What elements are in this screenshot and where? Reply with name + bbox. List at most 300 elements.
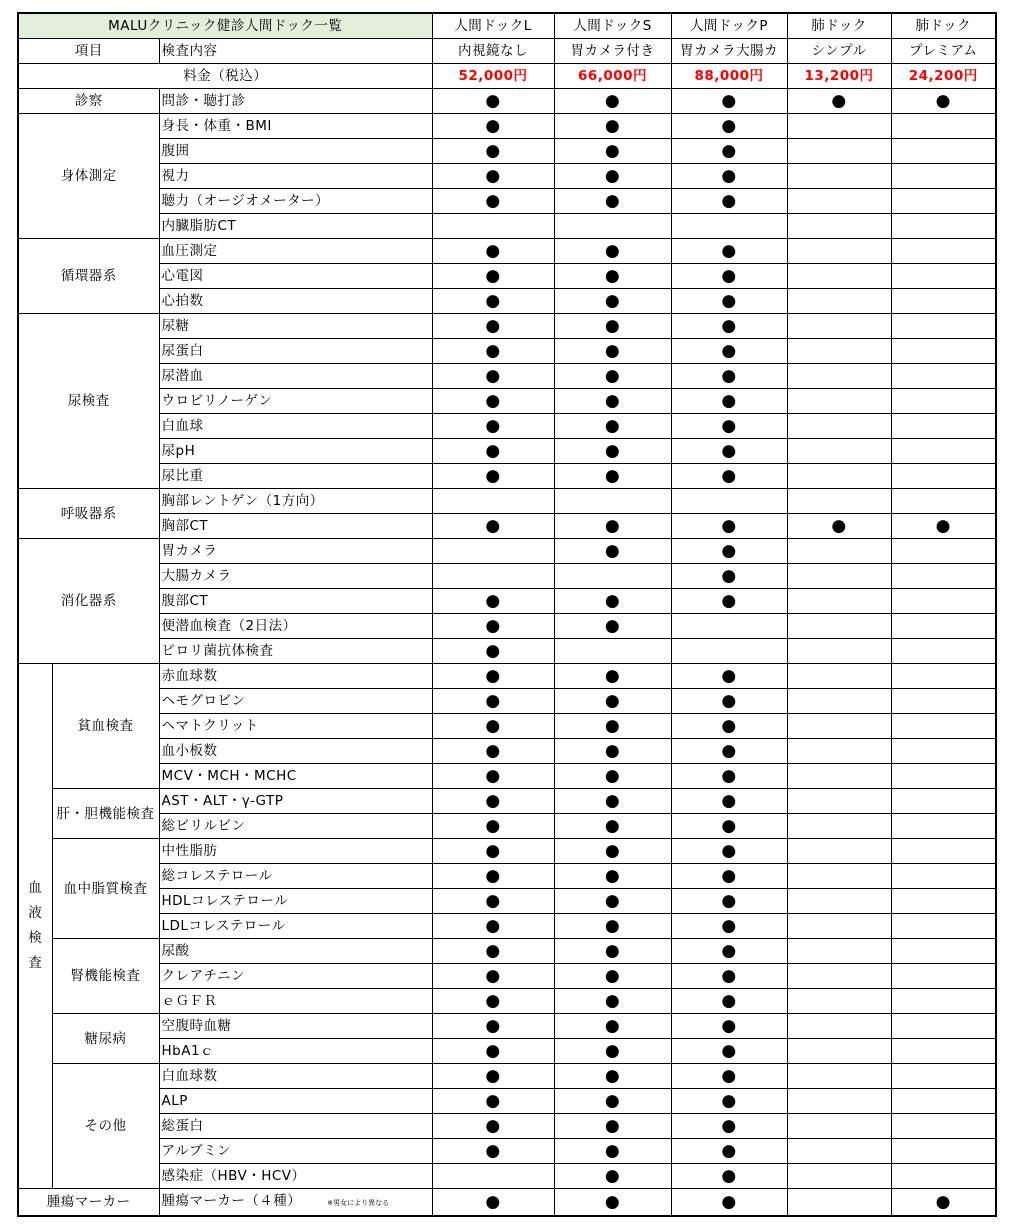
included-dot-icon: ● — [831, 516, 847, 536]
included-dot-icon: ● — [935, 516, 951, 536]
included-dot-icon: ● — [604, 191, 621, 211]
included-dot-icon: ● — [721, 1091, 737, 1111]
plan-inclusion-cell — [432, 214, 554, 239]
included-dot-icon: ● — [721, 716, 737, 736]
included-dot-icon: ● — [604, 591, 621, 611]
included-dot-icon: ● — [721, 566, 737, 586]
exam-item-name — [159, 139, 432, 164]
included-dot-icon: ● — [604, 616, 621, 636]
plan-inclusion-cell — [787, 489, 891, 514]
plan-inclusion-cell — [554, 564, 671, 589]
included-dot-icon: ● — [604, 741, 621, 761]
plan-inclusion-cell — [432, 514, 554, 539]
included-dot-icon: ● — [721, 1166, 737, 1186]
exam-item-name — [159, 914, 432, 939]
included-dot-icon: ● — [721, 591, 737, 611]
plan-inclusion-cell — [787, 1014, 891, 1039]
included-dot-icon: ● — [604, 1141, 621, 1161]
included-dot-icon: ● — [721, 291, 737, 311]
included-dot-icon: ● — [485, 1091, 501, 1111]
plan-inclusion-cell — [787, 164, 891, 189]
included-dot-icon: ● — [935, 91, 951, 111]
exam-item-label: 問診・聴打診 — [161, 93, 246, 109]
included-dot-icon: ● — [604, 341, 621, 361]
plan-inclusion-cell — [671, 589, 787, 614]
plan-description: 内視鏡なし — [432, 39, 554, 64]
plan-inclusion-cell — [787, 339, 891, 364]
plan-inclusion-cell — [671, 639, 787, 664]
plan-inclusion-cell — [891, 239, 996, 264]
plan-inclusion-cell — [891, 1014, 996, 1039]
plan-inclusion-cell — [787, 264, 891, 289]
included-dot-icon: ● — [604, 541, 621, 561]
plan-inclusion-cell — [891, 489, 996, 514]
plan-inclusion-cell — [891, 389, 996, 414]
exam-item-name — [159, 364, 432, 389]
plan-inclusion-cell — [554, 164, 671, 189]
plan-inclusion-cell — [671, 1089, 787, 1114]
plan-inclusion-cell — [432, 339, 554, 364]
blood-test-label-char: 検 — [28, 930, 43, 946]
exam-item-name — [159, 889, 432, 914]
plan-inclusion-cell — [432, 589, 554, 614]
exam-item-name — [159, 964, 432, 989]
plan-inclusion-cell — [432, 1064, 554, 1089]
included-dot-icon: ● — [604, 691, 621, 711]
plan-description: シンプル — [787, 39, 891, 64]
plan-inclusion-cell — [671, 514, 787, 539]
included-dot-icon: ● — [831, 91, 847, 111]
exam-item-label: 内臓脂肪CT — [161, 218, 237, 234]
plan-price: 24,200円 — [891, 64, 996, 89]
included-dot-icon: ● — [485, 841, 501, 861]
plan-inclusion-cell — [432, 489, 554, 514]
included-dot-icon: ● — [604, 266, 621, 286]
plan-inclusion-cell — [554, 614, 671, 639]
table-row — [18, 89, 996, 114]
plan-inclusion-cell — [554, 414, 671, 439]
table-row — [18, 964, 996, 989]
plan-inclusion-cell — [554, 464, 671, 489]
plan-inclusion-cell — [432, 739, 554, 764]
included-dot-icon: ● — [485, 741, 501, 761]
blood-test-label-char: 液 — [28, 905, 43, 921]
table-row — [18, 514, 996, 539]
plan-inclusion-cell — [554, 339, 671, 364]
included-dot-icon: ● — [721, 516, 737, 536]
plan-inclusion-cell — [891, 564, 996, 589]
included-dot-icon: ● — [485, 141, 501, 161]
included-dot-icon: ● — [604, 166, 621, 186]
plan-inclusion-cell — [554, 639, 671, 664]
table-row — [18, 239, 996, 264]
plan-inclusion-cell — [671, 964, 787, 989]
plan-inclusion-cell — [554, 664, 671, 689]
plan-inclusion-cell — [671, 789, 787, 814]
plan-inclusion-cell — [554, 1089, 671, 1114]
exam-item-label: 血圧測定 — [161, 243, 218, 259]
plan-inclusion-cell — [432, 864, 554, 889]
included-dot-icon: ● — [721, 1116, 737, 1136]
plan-inclusion-cell — [671, 314, 787, 339]
exam-item-label: 中性脂肪 — [161, 843, 218, 859]
plan-inclusion-cell — [554, 514, 671, 539]
plan-inclusion-cell — [432, 564, 554, 589]
exam-item-name — [159, 939, 432, 964]
plan-inclusion-cell — [891, 464, 996, 489]
plan-inclusion-cell — [891, 339, 996, 364]
plan-inclusion-cell — [787, 439, 891, 464]
plan-inclusion-cell — [432, 539, 554, 564]
plan-inclusion-cell — [671, 889, 787, 914]
table-row — [18, 1164, 996, 1189]
exam-item-name — [159, 464, 432, 489]
plan-inclusion-cell — [554, 1139, 671, 1164]
included-dot-icon: ● — [604, 666, 621, 686]
included-dot-icon: ● — [721, 341, 737, 361]
plan-inclusion-cell — [787, 964, 891, 989]
plan-inclusion-cell — [671, 1139, 787, 1164]
table-row — [18, 764, 996, 789]
plan-inclusion-cell — [891, 789, 996, 814]
included-dot-icon: ● — [721, 1066, 737, 1086]
exam-item-label: 尿比重 — [161, 468, 204, 484]
plan-inclusion-cell — [554, 989, 671, 1014]
exam-item-name — [159, 114, 432, 139]
category-label: 糖尿病 — [52, 1014, 159, 1064]
plan-inclusion-cell — [671, 1039, 787, 1064]
exam-item-name — [159, 414, 432, 439]
included-dot-icon: ● — [721, 941, 737, 961]
plan-inclusion-cell — [671, 564, 787, 589]
included-dot-icon: ● — [485, 991, 501, 1011]
table-row — [18, 739, 996, 764]
plan-inclusion-cell — [787, 639, 891, 664]
exam-item-name — [159, 339, 432, 364]
header-row-1 — [18, 13, 996, 39]
plan-inclusion-cell — [671, 1189, 787, 1217]
plan-inclusion-cell — [891, 939, 996, 964]
included-dot-icon: ● — [604, 416, 621, 436]
included-dot-icon: ● — [604, 866, 621, 886]
included-dot-icon: ● — [485, 191, 501, 211]
plan-price: 66,000円 — [554, 64, 671, 89]
exam-item-name — [159, 164, 432, 189]
table-row — [18, 839, 996, 864]
exam-item-name — [159, 514, 432, 539]
exam-item-label: クレアチニン — [161, 968, 245, 984]
plan-inclusion-cell — [671, 339, 787, 364]
plan-price: 13,200円 — [787, 64, 891, 89]
exam-item-name — [159, 539, 432, 564]
exam-item-name — [159, 1014, 432, 1039]
included-dot-icon: ● — [485, 1192, 501, 1212]
plan-inclusion-cell — [554, 764, 671, 789]
plan-inclusion-cell — [891, 514, 996, 539]
included-dot-icon: ● — [935, 1192, 951, 1212]
plan-inclusion-cell — [554, 264, 671, 289]
table-row — [18, 164, 996, 189]
plan-inclusion-cell — [432, 664, 554, 689]
blood-test-label-char: 血 — [28, 880, 43, 896]
exam-item-label: ピロリ菌抗体検査 — [161, 643, 274, 659]
plan-inclusion-cell — [891, 1089, 996, 1114]
column-header-item: 項目 — [18, 39, 159, 64]
included-dot-icon: ● — [485, 166, 501, 186]
plan-inclusion-cell — [787, 539, 891, 564]
plan-inclusion-cell — [671, 489, 787, 514]
included-dot-icon: ● — [485, 116, 501, 136]
plan-inclusion-cell — [891, 914, 996, 939]
included-dot-icon: ● — [604, 141, 621, 161]
table-row — [18, 689, 996, 714]
plan-inclusion-cell — [432, 364, 554, 389]
plan-inclusion-cell — [891, 364, 996, 389]
plan-inclusion-cell — [671, 239, 787, 264]
included-dot-icon: ● — [604, 966, 621, 986]
exam-item-label: 大腸カメラ — [161, 568, 232, 584]
included-dot-icon: ● — [604, 516, 621, 536]
plan-inclusion-cell — [432, 614, 554, 639]
plan-description: 胃カメラ付き — [554, 39, 671, 64]
exam-item-name — [159, 214, 432, 239]
included-dot-icon: ● — [485, 716, 501, 736]
plan-inclusion-cell — [432, 389, 554, 414]
category-label: 診察 — [18, 89, 159, 114]
plan-inclusion-cell — [671, 664, 787, 689]
plan-inclusion-cell — [554, 1064, 671, 1089]
exam-item-label: 便潜血検査（2日法） — [161, 618, 297, 634]
plan-price: 52,000円 — [432, 64, 554, 89]
category-label: 肝・胆機能検査 — [52, 789, 159, 839]
plan-inclusion-cell — [787, 589, 891, 614]
exam-item-name — [159, 1164, 432, 1189]
plan-inclusion-cell — [787, 914, 891, 939]
table-title: MALUクリニック健診人間ドック一覧 — [18, 13, 432, 39]
included-dot-icon: ● — [604, 1041, 621, 1061]
plan-inclusion-cell — [671, 864, 787, 889]
exam-item-name — [159, 789, 432, 814]
plan-inclusion-cell — [432, 989, 554, 1014]
included-dot-icon: ● — [604, 791, 621, 811]
plan-inclusion-cell — [891, 739, 996, 764]
plan-inclusion-cell — [432, 764, 554, 789]
included-dot-icon: ● — [604, 1091, 621, 1111]
plan-inclusion-cell — [554, 139, 671, 164]
plan-inclusion-cell — [554, 789, 671, 814]
table-row — [18, 414, 996, 439]
exam-item-name — [159, 864, 432, 889]
table-row — [18, 564, 996, 589]
table-row — [18, 139, 996, 164]
plan-inclusion-cell — [671, 414, 787, 439]
plan-inclusion-cell — [432, 714, 554, 739]
exam-item-label: 赤血球数 — [161, 668, 218, 684]
exam-item-name — [159, 564, 432, 589]
table-row — [18, 714, 996, 739]
plan-inclusion-cell — [787, 364, 891, 389]
plan-inclusion-cell — [554, 314, 671, 339]
plan-inclusion-cell — [671, 689, 787, 714]
exam-item-label: 尿糖 — [161, 318, 190, 334]
table-row — [18, 1114, 996, 1139]
plan-inclusion-cell — [432, 639, 554, 664]
exam-item-label: AST・ALT・γ-GTP — [161, 793, 284, 809]
exam-item-label: 胃カメラ — [161, 543, 218, 559]
table-row — [18, 189, 996, 214]
included-dot-icon: ● — [485, 941, 501, 961]
plan-inclusion-cell — [891, 964, 996, 989]
plan-inclusion-cell — [554, 1014, 671, 1039]
plan-name: 人間ドックS — [554, 13, 671, 39]
plan-inclusion-cell — [671, 939, 787, 964]
table-row — [18, 364, 996, 389]
plan-inclusion-cell — [671, 764, 787, 789]
plan-inclusion-cell — [787, 739, 891, 764]
table-row — [18, 339, 996, 364]
exam-item-label: ウロビリノーゲン — [161, 393, 273, 409]
table-row — [18, 1014, 996, 1039]
exam-item-name — [159, 289, 432, 314]
included-dot-icon: ● — [721, 316, 737, 336]
included-dot-icon: ● — [721, 191, 737, 211]
plan-inclusion-cell — [671, 1014, 787, 1039]
table-row — [18, 1064, 996, 1089]
exam-item-name — [159, 989, 432, 1014]
included-dot-icon: ● — [485, 291, 501, 311]
plan-inclusion-cell — [554, 289, 671, 314]
plan-inclusion-cell — [787, 214, 891, 239]
included-dot-icon: ● — [604, 316, 621, 336]
exam-item-label: 総ビリルビン — [161, 818, 246, 834]
included-dot-icon: ● — [604, 841, 621, 861]
table-row — [18, 1089, 996, 1114]
table-row — [18, 639, 996, 664]
included-dot-icon: ● — [604, 1166, 621, 1186]
plan-inclusion-cell — [787, 389, 891, 414]
plan-inclusion-cell — [787, 189, 891, 214]
plan-inclusion-cell — [787, 889, 891, 914]
plan-inclusion-cell — [787, 239, 891, 264]
included-dot-icon: ● — [721, 166, 737, 186]
category-label: 腎機能検査 — [52, 939, 159, 1014]
plan-inclusion-cell — [787, 89, 891, 114]
plan-inclusion-cell — [432, 1189, 554, 1217]
plan-inclusion-cell — [554, 364, 671, 389]
plan-inclusion-cell — [554, 914, 671, 939]
exam-item-name — [159, 189, 432, 214]
plan-inclusion-cell — [891, 139, 996, 164]
plan-inclusion-cell — [891, 589, 996, 614]
plan-inclusion-cell — [432, 264, 554, 289]
plan-inclusion-cell — [554, 714, 671, 739]
plan-inclusion-cell — [787, 989, 891, 1014]
plan-inclusion-cell — [554, 739, 671, 764]
plan-inclusion-cell — [787, 1189, 891, 1217]
plan-inclusion-cell — [432, 1089, 554, 1114]
plan-inclusion-cell — [787, 939, 891, 964]
included-dot-icon: ● — [721, 866, 737, 886]
included-dot-icon: ● — [485, 616, 501, 636]
exam-item-name — [159, 639, 432, 664]
plan-inclusion-cell — [432, 1164, 554, 1189]
table-row — [18, 389, 996, 414]
plan-inclusion-cell — [891, 1164, 996, 1189]
category-label: 身体測定 — [18, 114, 159, 239]
included-dot-icon: ● — [721, 266, 737, 286]
plan-inclusion-cell — [891, 439, 996, 464]
included-dot-icon: ● — [604, 891, 621, 911]
table-row — [18, 989, 996, 1014]
category-label: 尿検査 — [18, 314, 159, 489]
plan-inclusion-cell — [891, 814, 996, 839]
exam-item-label: 空腹時血糖 — [161, 1018, 232, 1034]
plan-inclusion-cell — [671, 1114, 787, 1139]
plan-inclusion-cell — [787, 139, 891, 164]
plan-inclusion-cell — [891, 639, 996, 664]
included-dot-icon: ● — [604, 441, 621, 461]
plan-inclusion-cell — [671, 1064, 787, 1089]
exam-item-label: 心拍数 — [161, 293, 204, 309]
table-row — [18, 314, 996, 339]
exam-item-name — [159, 839, 432, 864]
plan-name: 人間ドックP — [671, 13, 787, 39]
exam-item-label: 聴力（オージオメーター） — [161, 193, 330, 209]
plan-inclusion-cell — [432, 814, 554, 839]
plan-inclusion-cell — [891, 189, 996, 214]
included-dot-icon: ● — [485, 241, 501, 261]
plan-inclusion-cell — [671, 289, 787, 314]
included-dot-icon: ● — [604, 1066, 621, 1086]
plan-inclusion-cell — [787, 789, 891, 814]
included-dot-icon: ● — [721, 441, 737, 461]
plan-inclusion-cell — [891, 314, 996, 339]
category-label: 呼吸器系 — [18, 489, 159, 539]
exam-item-name — [159, 1189, 432, 1217]
plan-inclusion-cell — [787, 414, 891, 439]
plan-inclusion-cell — [787, 614, 891, 639]
included-dot-icon: ● — [485, 1016, 501, 1036]
exam-item-label: 白血球 — [161, 418, 204, 434]
plan-inclusion-cell — [787, 1139, 891, 1164]
exam-item-note: ※男女により異なる — [327, 1199, 390, 1207]
plan-description: 胃カメラ大腸カ — [671, 39, 787, 64]
included-dot-icon: ● — [485, 641, 501, 661]
included-dot-icon: ● — [604, 816, 621, 836]
plan-inclusion-cell — [432, 314, 554, 339]
plan-inclusion-cell — [787, 1164, 891, 1189]
included-dot-icon: ● — [721, 916, 737, 936]
plan-inclusion-cell — [432, 1139, 554, 1164]
exam-item-label: 尿pH — [161, 443, 196, 459]
plan-inclusion-cell — [787, 1114, 891, 1139]
included-dot-icon: ● — [604, 716, 621, 736]
included-dot-icon: ● — [485, 1116, 501, 1136]
plan-inclusion-cell — [787, 1089, 891, 1114]
exam-item-label: ヘモグロビン — [161, 693, 246, 709]
included-dot-icon: ● — [604, 991, 621, 1011]
included-dot-icon: ● — [604, 91, 621, 111]
plan-inclusion-cell — [787, 514, 891, 539]
included-dot-icon: ● — [721, 1016, 737, 1036]
plan-inclusion-cell — [671, 539, 787, 564]
included-dot-icon: ● — [485, 341, 501, 361]
plan-inclusion-cell — [787, 1039, 891, 1064]
included-dot-icon: ● — [485, 791, 501, 811]
included-dot-icon: ● — [604, 241, 621, 261]
exam-item-name — [159, 1089, 432, 1114]
included-dot-icon: ● — [604, 1116, 621, 1136]
